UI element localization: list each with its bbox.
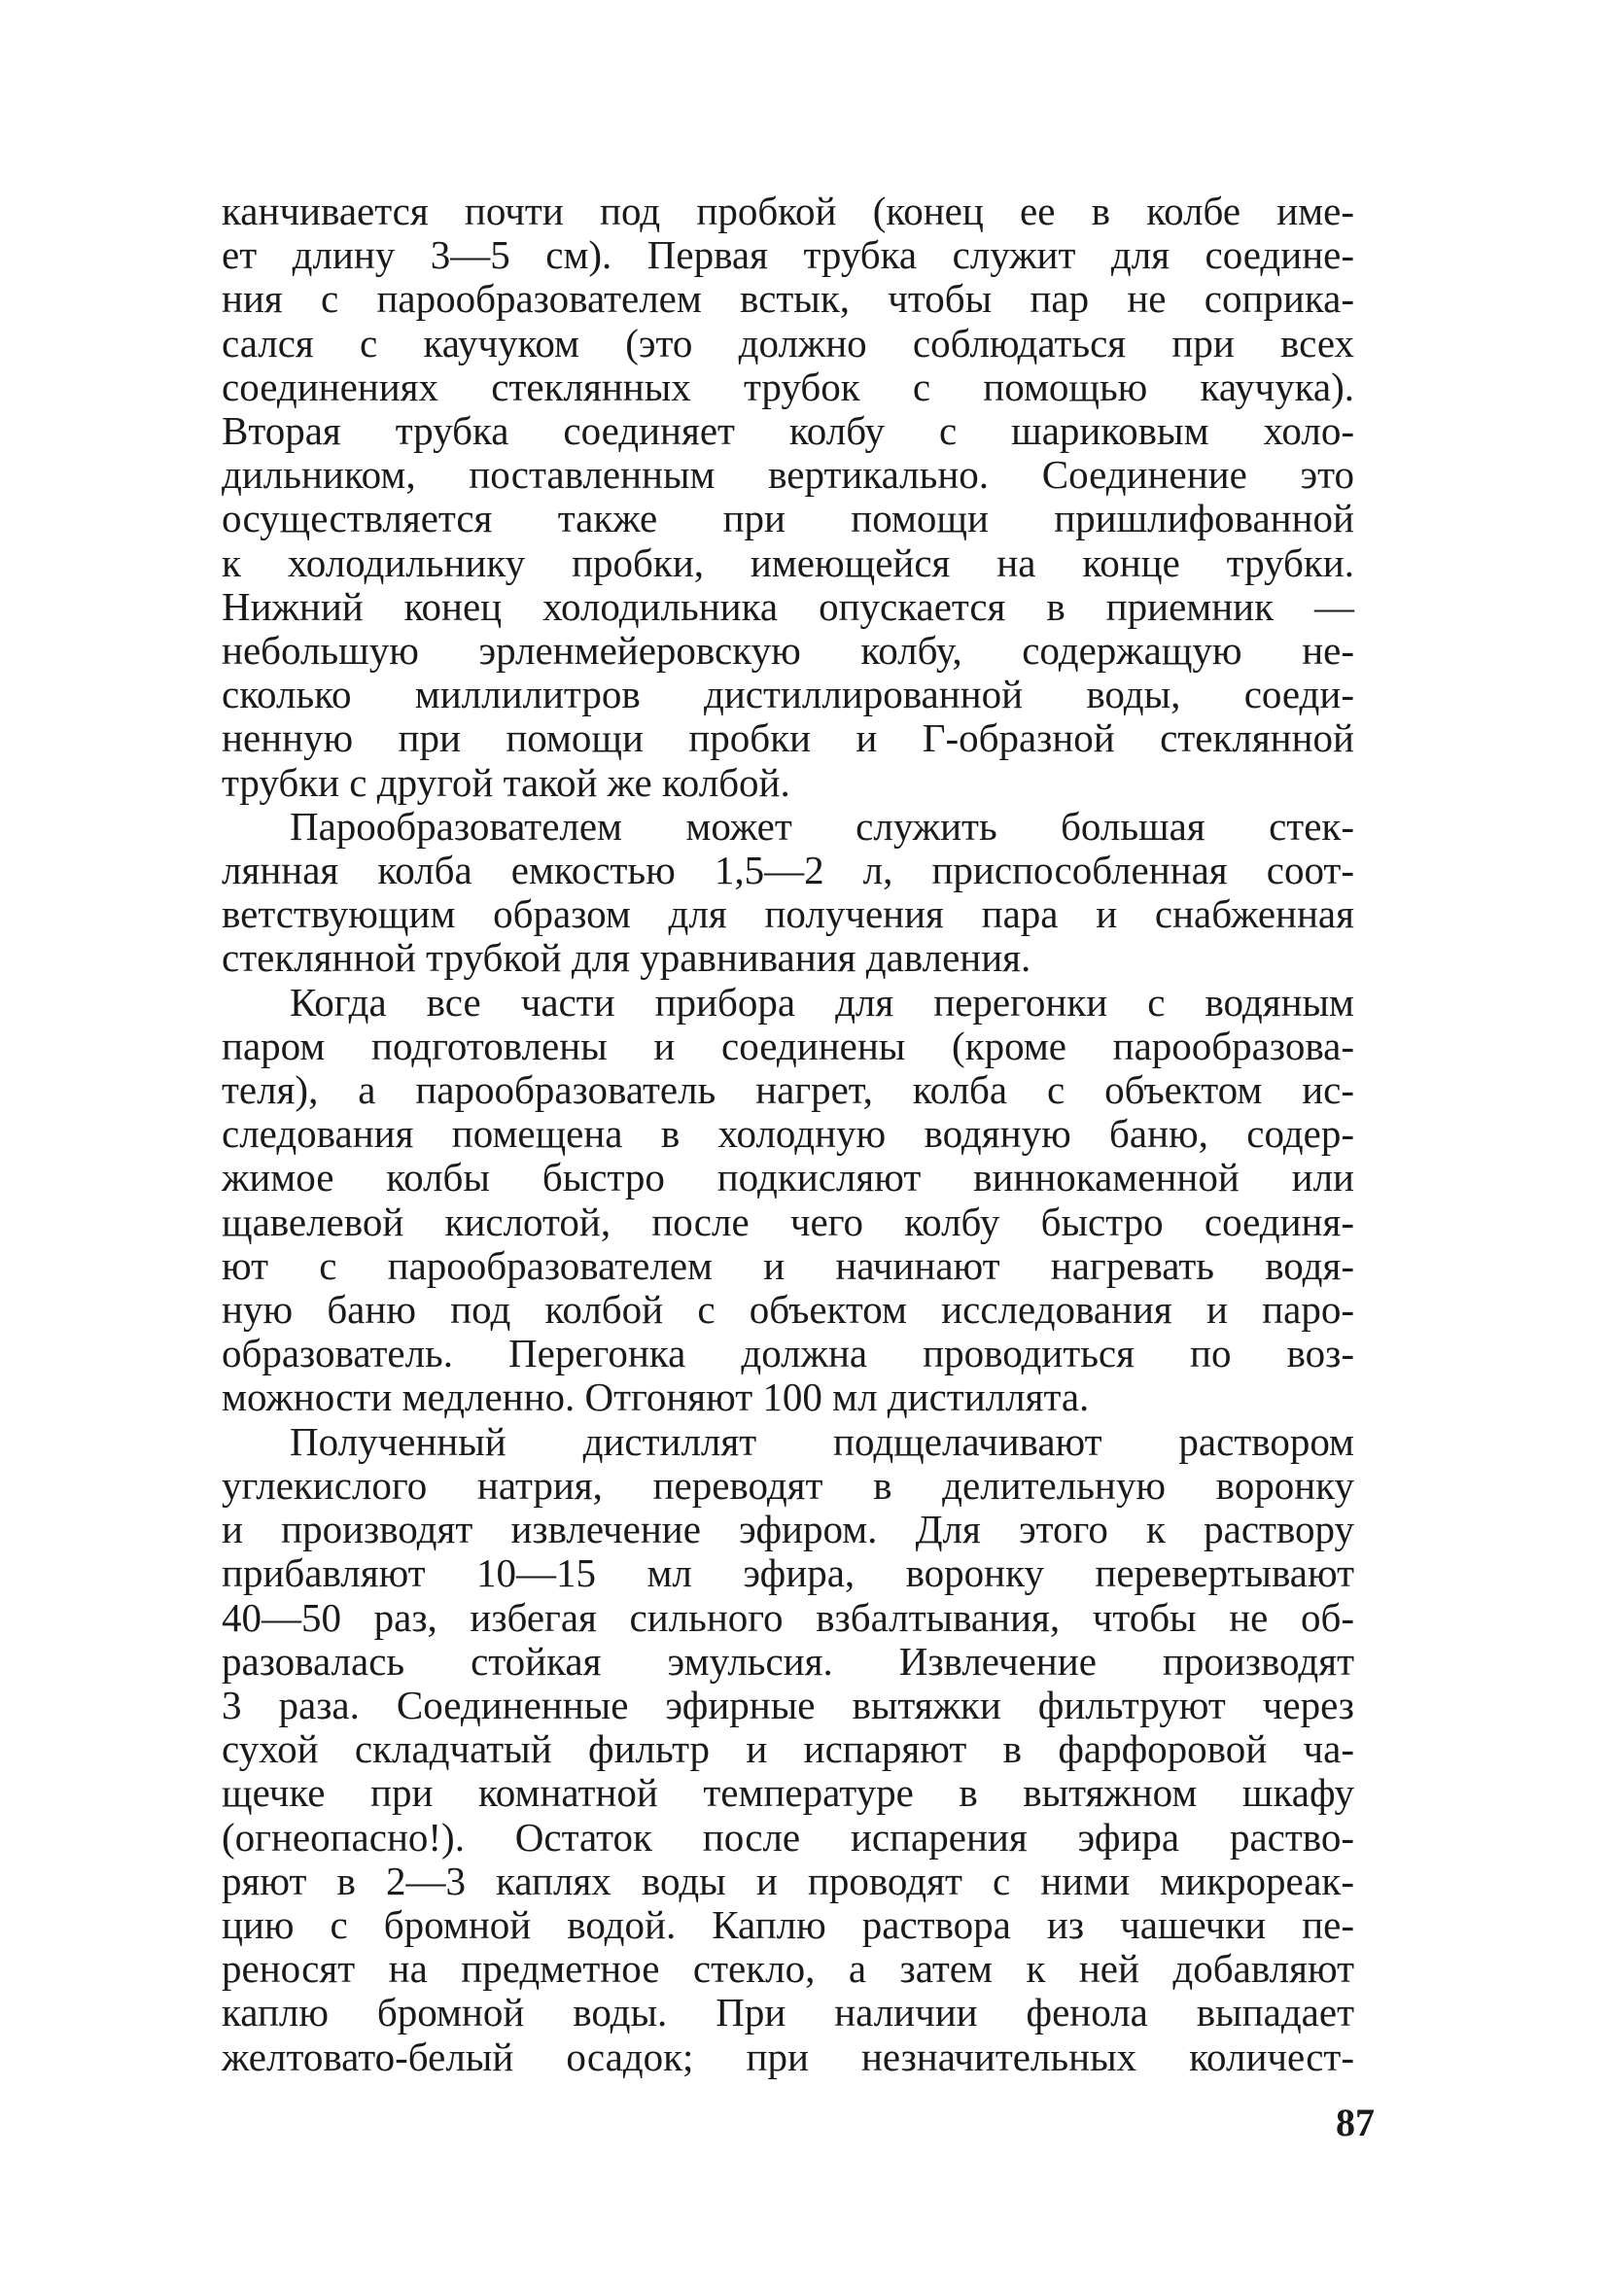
text-line: (огнеопасно!). Остаток после испарения эфира раство-: [222, 1814, 1354, 1860]
text-line: ную баню под колбой с объектом исследования и паро-: [222, 1287, 1354, 1333]
paragraph-4: [222, 1420, 1354, 2079]
text-line: Парообразователем может служить большая стек-: [290, 803, 1354, 849]
text-line: ния с парообразователем встык, чтобы пар не соприка-: [222, 276, 1354, 322]
text-line: сался с каучуком (это должно соблюдаться при всех: [222, 320, 1354, 365]
text-line: цию с бромной водой. Каплю раствора из чашечки пе-: [222, 1901, 1354, 1947]
text-line: щечке при комнатной температуре в вытяжном шкафу: [222, 1770, 1354, 1816]
text-line: Вторая трубка соединяет колбу с шариковым холо-: [222, 408, 1354, 454]
text-line: небольшую эрленмейеровскую колбу, содержащую не-: [222, 628, 1354, 674]
text-line: осуществляется также при помощи пришлифованной: [222, 496, 1354, 541]
text-line: сколько миллилитров дистиллированной воды, соеди-: [222, 672, 1354, 717]
text-line: лянная колба емкостью 1,5—2 л, приспособленная соот-: [222, 848, 1354, 893]
text-line: теля), а парообразователь нагрет, колба с объектом ис-: [222, 1067, 1354, 1113]
text-line: жимое колбы быстро подкисляют виннокаменной или: [222, 1155, 1354, 1200]
text-line: щавелевой кислотой, после чего колбу быстро соединя-: [222, 1199, 1354, 1244]
text-line: желтовато-белый осадок; при незначительных количест-: [222, 2034, 1354, 2079]
text-line: следования помещена в холодную водяную баню, содер-: [222, 1111, 1354, 1157]
text-line: каплю бромной воды. При наличии фенола выпадает: [222, 1990, 1354, 2035]
text-line: Полученный дистиллят подщелачивают раствором: [290, 1418, 1354, 1464]
text-line: и производят извлечение эфиром. Для этого к раствору: [222, 1507, 1354, 1552]
paragraph-1: [222, 190, 1354, 805]
text-line: паром подготовлены и соединены (кроме парообразова-: [222, 1023, 1354, 1068]
text-line: образователь. Перегонка должна проводиться по воз-: [222, 1331, 1354, 1376]
text-line: Нижний конец холодильника опускается в приемник —: [222, 583, 1354, 629]
text-line: ет длину 3—5 см). Первая трубка служит для соедине-: [222, 232, 1354, 278]
text-line: 3 раза. Соединенные эфирные вытяжки фильтруют через: [222, 1682, 1354, 1727]
paragraph-3: [222, 981, 1354, 1420]
text-line: канчивается почти под пробкой (конец ее в колбе име-: [222, 189, 1354, 233]
text-line: ряют в 2—3 каплях воды и проводят с ними микрореак-: [222, 1858, 1354, 1903]
text-line: разовалась стойкая эмульсия. Извлечение производят: [222, 1638, 1354, 1684]
text-line: стеклянной трубкой для уравнивания давления.: [222, 935, 1031, 981]
text-line: прибавляют 10—15 мл эфира, воронку перевертывают: [222, 1550, 1354, 1596]
page-number: 87: [1336, 2101, 1375, 2144]
paragraph-2: [222, 805, 1354, 981]
text-line: ют с парообразователем и начинают нагревать водя-: [222, 1242, 1354, 1288]
text-line: ветствующим образом для получения пара и снабженная: [222, 891, 1354, 937]
text-line: ненную при помощи пробки и Г-образной стеклянной: [222, 715, 1354, 761]
text-line: реносят на предметное стекло, а затем к ней добавляют: [222, 1946, 1354, 1992]
text-line: можности медленно. Отгоняют 100 мл дистиллята.: [222, 1374, 1090, 1420]
text-line: углекислого натрия, переводят в делительную воронку: [222, 1462, 1354, 1508]
text-line: трубки с другой такой же колбой.: [222, 759, 790, 805]
text-line: сухой складчатый фильтр и испаряют в фарфоровой ча-: [222, 1726, 1354, 1772]
text-line: 40—50 раз, избегая сильного взбалтывания, чтобы не об-: [222, 1594, 1354, 1640]
text-line: Когда все части прибора для перегонки с водяным: [290, 979, 1354, 1025]
page-body: [222, 190, 1354, 2079]
text-line: к холодильнику пробки, имеющейся на конце трубки.: [222, 539, 1354, 585]
text-line: соединениях стеклянных трубок с помощью каучука).: [222, 364, 1354, 409]
text-line: дильником, поставленным вертикально. Соединение это: [222, 452, 1354, 498]
